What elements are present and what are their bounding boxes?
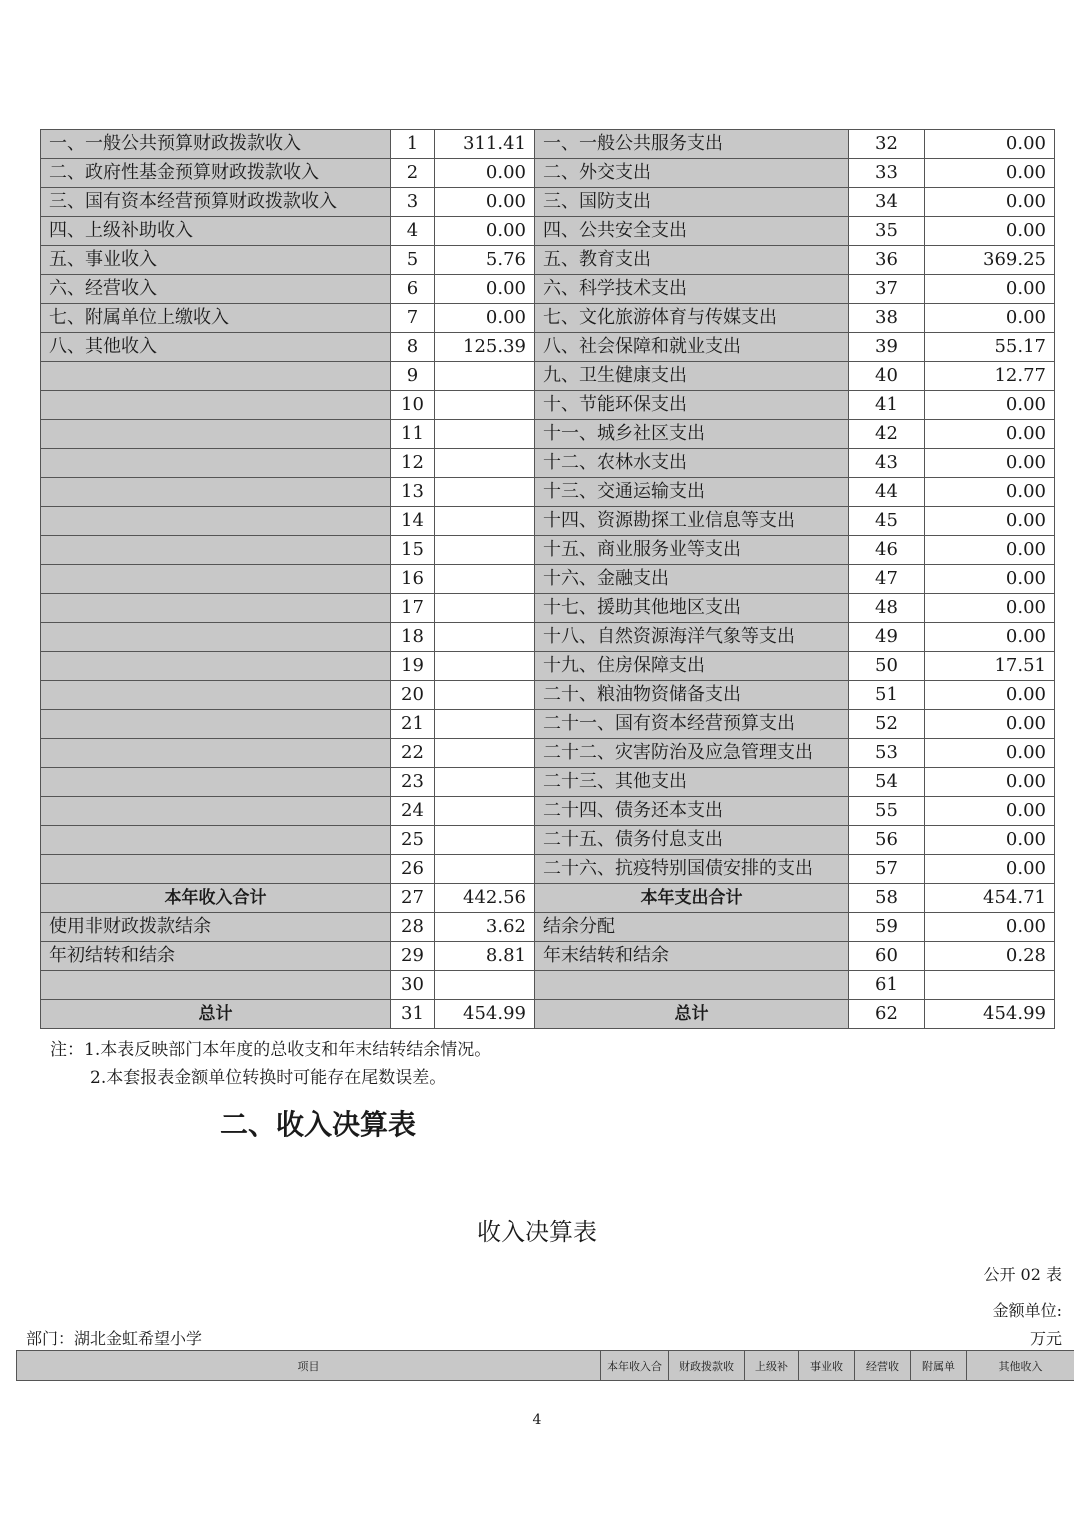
right-amount-cell: 0.00	[925, 826, 1055, 855]
left-line-no-cell: 31	[391, 1000, 435, 1029]
left-amount-cell	[435, 797, 535, 826]
right-item-cell: 十一、城乡社区支出	[535, 420, 849, 449]
right-item-cell: 本年支出合计	[535, 884, 849, 913]
right-amount-cell: 454.71	[925, 884, 1055, 913]
left-item-cell	[41, 449, 391, 478]
right-item-cell	[535, 971, 849, 1000]
left-item-cell	[41, 971, 391, 1000]
left-line-no-cell: 1	[391, 130, 435, 159]
table-row	[41, 536, 1055, 565]
table-row	[41, 420, 1055, 449]
right-line-no-cell: 57	[849, 855, 925, 884]
right-line-no-cell: 40	[849, 362, 925, 391]
right-line-no-cell: 45	[849, 507, 925, 536]
right-item-cell: 二十二、灾害防治及应急管理支出	[535, 739, 849, 768]
right-amount-cell: 0.00	[925, 565, 1055, 594]
right-item-cell: 一、一般公共服务支出	[535, 130, 849, 159]
page-number: 4	[532, 1412, 542, 1428]
table-row	[41, 681, 1055, 710]
right-item-cell: 十六、金融支出	[535, 565, 849, 594]
table-row	[41, 826, 1055, 855]
left-line-no-cell: 14	[391, 507, 435, 536]
right-item-cell: 六、科学技术支出	[535, 275, 849, 304]
left-item-cell	[41, 536, 391, 565]
left-amount-cell: 0.00	[435, 217, 535, 246]
left-amount-cell	[435, 536, 535, 565]
right-amount-cell	[925, 971, 1055, 1000]
right-item-cell: 十八、自然资源海洋气象等支出	[535, 623, 849, 652]
left-line-no-cell: 26	[391, 855, 435, 884]
header-cell: 经营收	[855, 1351, 911, 1381]
right-line-no-cell: 46	[849, 536, 925, 565]
left-line-no-cell: 23	[391, 768, 435, 797]
left-line-no-cell: 18	[391, 623, 435, 652]
left-line-no-cell: 17	[391, 594, 435, 623]
table-row	[41, 478, 1055, 507]
left-amount-cell: 442.56	[435, 884, 535, 913]
table-notes	[50, 1036, 491, 1092]
left-amount-cell	[435, 710, 535, 739]
table-row	[41, 623, 1055, 652]
left-line-no-cell: 22	[391, 739, 435, 768]
left-line-no-cell: 10	[391, 391, 435, 420]
left-line-no-cell: 24	[391, 797, 435, 826]
header-cell: 事业收	[799, 1351, 855, 1381]
note-line-2: 2.本套报表金额单位转换时可能存在尾数误差。	[90, 1068, 447, 1088]
right-item-cell: 十、节能环保支出	[535, 391, 849, 420]
left-item-cell: 三、国有资本经营预算财政拨款收入	[41, 188, 391, 217]
table-row	[41, 362, 1055, 391]
left-amount-cell	[435, 391, 535, 420]
right-item-cell: 二十六、抗疫特别国债安排的支出	[535, 855, 849, 884]
right-line-no-cell: 41	[849, 391, 925, 420]
left-item-cell	[41, 623, 391, 652]
left-item-cell	[41, 855, 391, 884]
table-row	[41, 652, 1055, 681]
right-line-no-cell: 51	[849, 681, 925, 710]
note-line-1: 注：1.本表反映部门本年度的总收支和年末结转结余情况。	[50, 1040, 492, 1060]
table-row	[41, 188, 1055, 217]
income-expenditure-table	[40, 129, 1055, 1029]
left-line-no-cell: 5	[391, 246, 435, 275]
left-item-cell	[41, 565, 391, 594]
left-amount-cell: 0.00	[435, 188, 535, 217]
left-item-cell: 五、事业收入	[41, 246, 391, 275]
left-item-cell	[41, 710, 391, 739]
table-row	[41, 884, 1055, 913]
right-item-cell: 八、社会保障和就业支出	[535, 333, 849, 362]
department-label: 部门：湖北金虹希望小学	[26, 1329, 203, 1348]
right-amount-cell: 0.00	[925, 449, 1055, 478]
right-line-no-cell: 35	[849, 217, 925, 246]
right-item-cell: 十五、商业服务业等支出	[535, 536, 849, 565]
right-line-no-cell: 38	[849, 304, 925, 333]
table-row	[41, 159, 1055, 188]
right-line-no-cell: 48	[849, 594, 925, 623]
left-item-cell	[41, 362, 391, 391]
left-amount-cell: 454.99	[435, 1000, 535, 1029]
left-amount-cell	[435, 652, 535, 681]
left-line-no-cell: 6	[391, 275, 435, 304]
table-row	[41, 391, 1055, 420]
left-amount-cell	[435, 420, 535, 449]
left-amount-cell: 0.00	[435, 304, 535, 333]
right-line-no-cell: 61	[849, 971, 925, 1000]
table-row	[41, 130, 1055, 159]
left-amount-cell	[435, 971, 535, 1000]
left-line-no-cell: 19	[391, 652, 435, 681]
right-line-no-cell: 32	[849, 130, 925, 159]
right-line-no-cell: 55	[849, 797, 925, 826]
table-row	[41, 275, 1055, 304]
left-amount-cell	[435, 478, 535, 507]
right-line-no-cell: 58	[849, 884, 925, 913]
left-item-cell: 一、一般公共预算财政拨款收入	[41, 130, 391, 159]
table-row	[41, 913, 1055, 942]
left-line-no-cell: 2	[391, 159, 435, 188]
left-item-cell	[41, 391, 391, 420]
left-amount-cell: 0.00	[435, 275, 535, 304]
right-amount-cell: 0.00	[925, 507, 1055, 536]
right-line-no-cell: 39	[849, 333, 925, 362]
unit-value: 万元	[1029, 1329, 1062, 1348]
right-amount-cell: 0.00	[925, 913, 1055, 942]
left-item-cell: 八、其他收入	[41, 333, 391, 362]
left-item-cell	[41, 420, 391, 449]
left-line-no-cell: 25	[391, 826, 435, 855]
header-cell: 其他收入	[967, 1351, 1074, 1381]
right-amount-cell: 55.17	[925, 333, 1055, 362]
right-item-cell: 年末结转和结余	[535, 942, 849, 971]
right-amount-cell: 0.00	[925, 710, 1055, 739]
header-cell: 财政拨款收	[669, 1351, 745, 1381]
left-line-no-cell: 9	[391, 362, 435, 391]
left-line-no-cell: 3	[391, 188, 435, 217]
right-line-no-cell: 43	[849, 449, 925, 478]
header-cell: 上级补	[745, 1351, 799, 1381]
right-line-no-cell: 44	[849, 478, 925, 507]
table-row	[41, 971, 1055, 1000]
right-line-no-cell: 52	[849, 710, 925, 739]
left-item-cell: 本年收入合计	[41, 884, 391, 913]
right-item-cell: 九、卫生健康支出	[535, 362, 849, 391]
income-table-title: 收入决算表	[477, 1218, 597, 1246]
left-amount-cell	[435, 739, 535, 768]
left-line-no-cell: 4	[391, 217, 435, 246]
right-item-cell: 二十一、国有资本经营预算支出	[535, 710, 849, 739]
right-amount-cell: 0.00	[925, 855, 1055, 884]
left-amount-cell	[435, 507, 535, 536]
left-amount-cell	[435, 565, 535, 594]
left-line-no-cell: 15	[391, 536, 435, 565]
table-row	[41, 797, 1055, 826]
left-amount-cell	[435, 449, 535, 478]
right-amount-cell: 0.00	[925, 768, 1055, 797]
left-line-no-cell: 11	[391, 420, 435, 449]
right-amount-cell: 0.00	[925, 681, 1055, 710]
right-amount-cell: 0.00	[925, 304, 1055, 333]
table-row	[41, 333, 1055, 362]
left-line-no-cell: 8	[391, 333, 435, 362]
left-line-no-cell: 21	[391, 710, 435, 739]
left-item-cell	[41, 681, 391, 710]
right-line-no-cell: 50	[849, 652, 925, 681]
right-item-cell: 二十、粮油物资储备支出	[535, 681, 849, 710]
right-amount-cell: 0.00	[925, 739, 1055, 768]
right-amount-cell: 0.00	[925, 594, 1055, 623]
left-amount-cell: 311.41	[435, 130, 535, 159]
left-amount-cell	[435, 681, 535, 710]
right-amount-cell: 454.99	[925, 1000, 1055, 1029]
left-item-cell	[41, 478, 391, 507]
header-cell: 本年收入合	[601, 1351, 669, 1381]
right-item-cell: 五、教育支出	[535, 246, 849, 275]
left-item-cell	[41, 768, 391, 797]
right-line-no-cell: 56	[849, 826, 925, 855]
right-amount-cell: 0.28	[925, 942, 1055, 971]
right-amount-cell: 0.00	[925, 391, 1055, 420]
left-item-cell: 年初结转和结余	[41, 942, 391, 971]
left-amount-cell	[435, 594, 535, 623]
right-item-cell: 十七、援助其他地区支出	[535, 594, 849, 623]
right-item-cell: 七、文化旅游体育与传媒支出	[535, 304, 849, 333]
right-line-no-cell: 42	[849, 420, 925, 449]
left-line-no-cell: 7	[391, 304, 435, 333]
left-item-cell	[41, 797, 391, 826]
right-amount-cell: 0.00	[925, 797, 1055, 826]
left-item-cell	[41, 594, 391, 623]
table-row	[41, 1000, 1055, 1029]
right-line-no-cell: 47	[849, 565, 925, 594]
table-row	[41, 449, 1055, 478]
right-amount-cell: 0.00	[925, 217, 1055, 246]
right-amount-cell: 0.00	[925, 478, 1055, 507]
left-line-no-cell: 27	[391, 884, 435, 913]
right-line-no-cell: 36	[849, 246, 925, 275]
left-line-no-cell: 16	[391, 565, 435, 594]
left-item-cell: 六、经营收入	[41, 275, 391, 304]
right-line-no-cell: 33	[849, 159, 925, 188]
right-amount-cell: 12.77	[925, 362, 1055, 391]
right-line-no-cell: 60	[849, 942, 925, 971]
table-row	[41, 565, 1055, 594]
table-row	[41, 217, 1055, 246]
table-row	[41, 594, 1055, 623]
right-item-cell: 二、外交支出	[535, 159, 849, 188]
right-amount-cell: 17.51	[925, 652, 1055, 681]
table-row	[41, 739, 1055, 768]
section-title: 二、收入决算表	[220, 1108, 417, 1141]
table-row	[41, 246, 1055, 275]
right-item-cell: 结余分配	[535, 913, 849, 942]
left-amount-cell: 5.76	[435, 246, 535, 275]
table-row	[41, 507, 1055, 536]
left-item-cell: 七、附属单位上缴收入	[41, 304, 391, 333]
right-item-cell: 十二、农林水支出	[535, 449, 849, 478]
left-item-cell	[41, 739, 391, 768]
left-line-no-cell: 29	[391, 942, 435, 971]
left-item-cell: 四、上级补助收入	[41, 217, 391, 246]
table-row	[41, 304, 1055, 333]
right-line-no-cell: 49	[849, 623, 925, 652]
left-item-cell: 总计	[41, 1000, 391, 1029]
right-item-cell: 总计	[535, 1000, 849, 1029]
left-amount-cell	[435, 768, 535, 797]
right-line-no-cell: 59	[849, 913, 925, 942]
right-item-cell: 三、国防支出	[535, 188, 849, 217]
right-line-no-cell: 34	[849, 188, 925, 217]
table-row	[41, 942, 1055, 971]
left-line-no-cell: 30	[391, 971, 435, 1000]
left-item-cell: 使用非财政拨款结余	[41, 913, 391, 942]
left-item-cell	[41, 507, 391, 536]
left-amount-cell	[435, 362, 535, 391]
table-code: 公开 02 表	[983, 1265, 1062, 1284]
left-amount-cell	[435, 826, 535, 855]
left-amount-cell	[435, 855, 535, 884]
right-item-cell: 十九、住房保障支出	[535, 652, 849, 681]
left-item-cell	[41, 652, 391, 681]
income-table-header	[16, 1350, 1074, 1381]
unit-label: 金额单位:	[992, 1301, 1062, 1320]
table-row	[41, 855, 1055, 884]
left-amount-cell: 8.81	[435, 942, 535, 971]
right-amount-cell: 0.00	[925, 130, 1055, 159]
right-line-no-cell: 62	[849, 1000, 925, 1029]
right-line-no-cell: 53	[849, 739, 925, 768]
right-amount-cell: 0.00	[925, 275, 1055, 304]
right-amount-cell: 0.00	[925, 623, 1055, 652]
left-line-no-cell: 20	[391, 681, 435, 710]
left-item-cell	[41, 826, 391, 855]
left-amount-cell	[435, 623, 535, 652]
left-amount-cell: 125.39	[435, 333, 535, 362]
right-amount-cell: 0.00	[925, 420, 1055, 449]
header-cell: 附属单	[911, 1351, 967, 1381]
right-item-cell: 十三、交通运输支出	[535, 478, 849, 507]
right-line-no-cell: 54	[849, 768, 925, 797]
left-amount-cell: 0.00	[435, 159, 535, 188]
left-item-cell: 二、政府性基金预算财政拨款收入	[41, 159, 391, 188]
left-line-no-cell: 28	[391, 913, 435, 942]
right-item-cell: 二十四、债务还本支出	[535, 797, 849, 826]
right-item-cell: 二十三、其他支出	[535, 768, 849, 797]
left-line-no-cell: 12	[391, 449, 435, 478]
right-amount-cell: 369.25	[925, 246, 1055, 275]
right-amount-cell: 0.00	[925, 536, 1055, 565]
right-item-cell: 二十五、债务付息支出	[535, 826, 849, 855]
left-line-no-cell: 13	[391, 478, 435, 507]
right-item-cell: 十四、资源勘探工业信息等支出	[535, 507, 849, 536]
left-amount-cell: 3.62	[435, 913, 535, 942]
table-row	[41, 768, 1055, 797]
right-amount-cell: 0.00	[925, 188, 1055, 217]
header-cell: 项目	[17, 1351, 601, 1381]
right-amount-cell: 0.00	[925, 159, 1055, 188]
right-line-no-cell: 37	[849, 275, 925, 304]
table-row	[41, 710, 1055, 739]
right-item-cell: 四、公共安全支出	[535, 217, 849, 246]
